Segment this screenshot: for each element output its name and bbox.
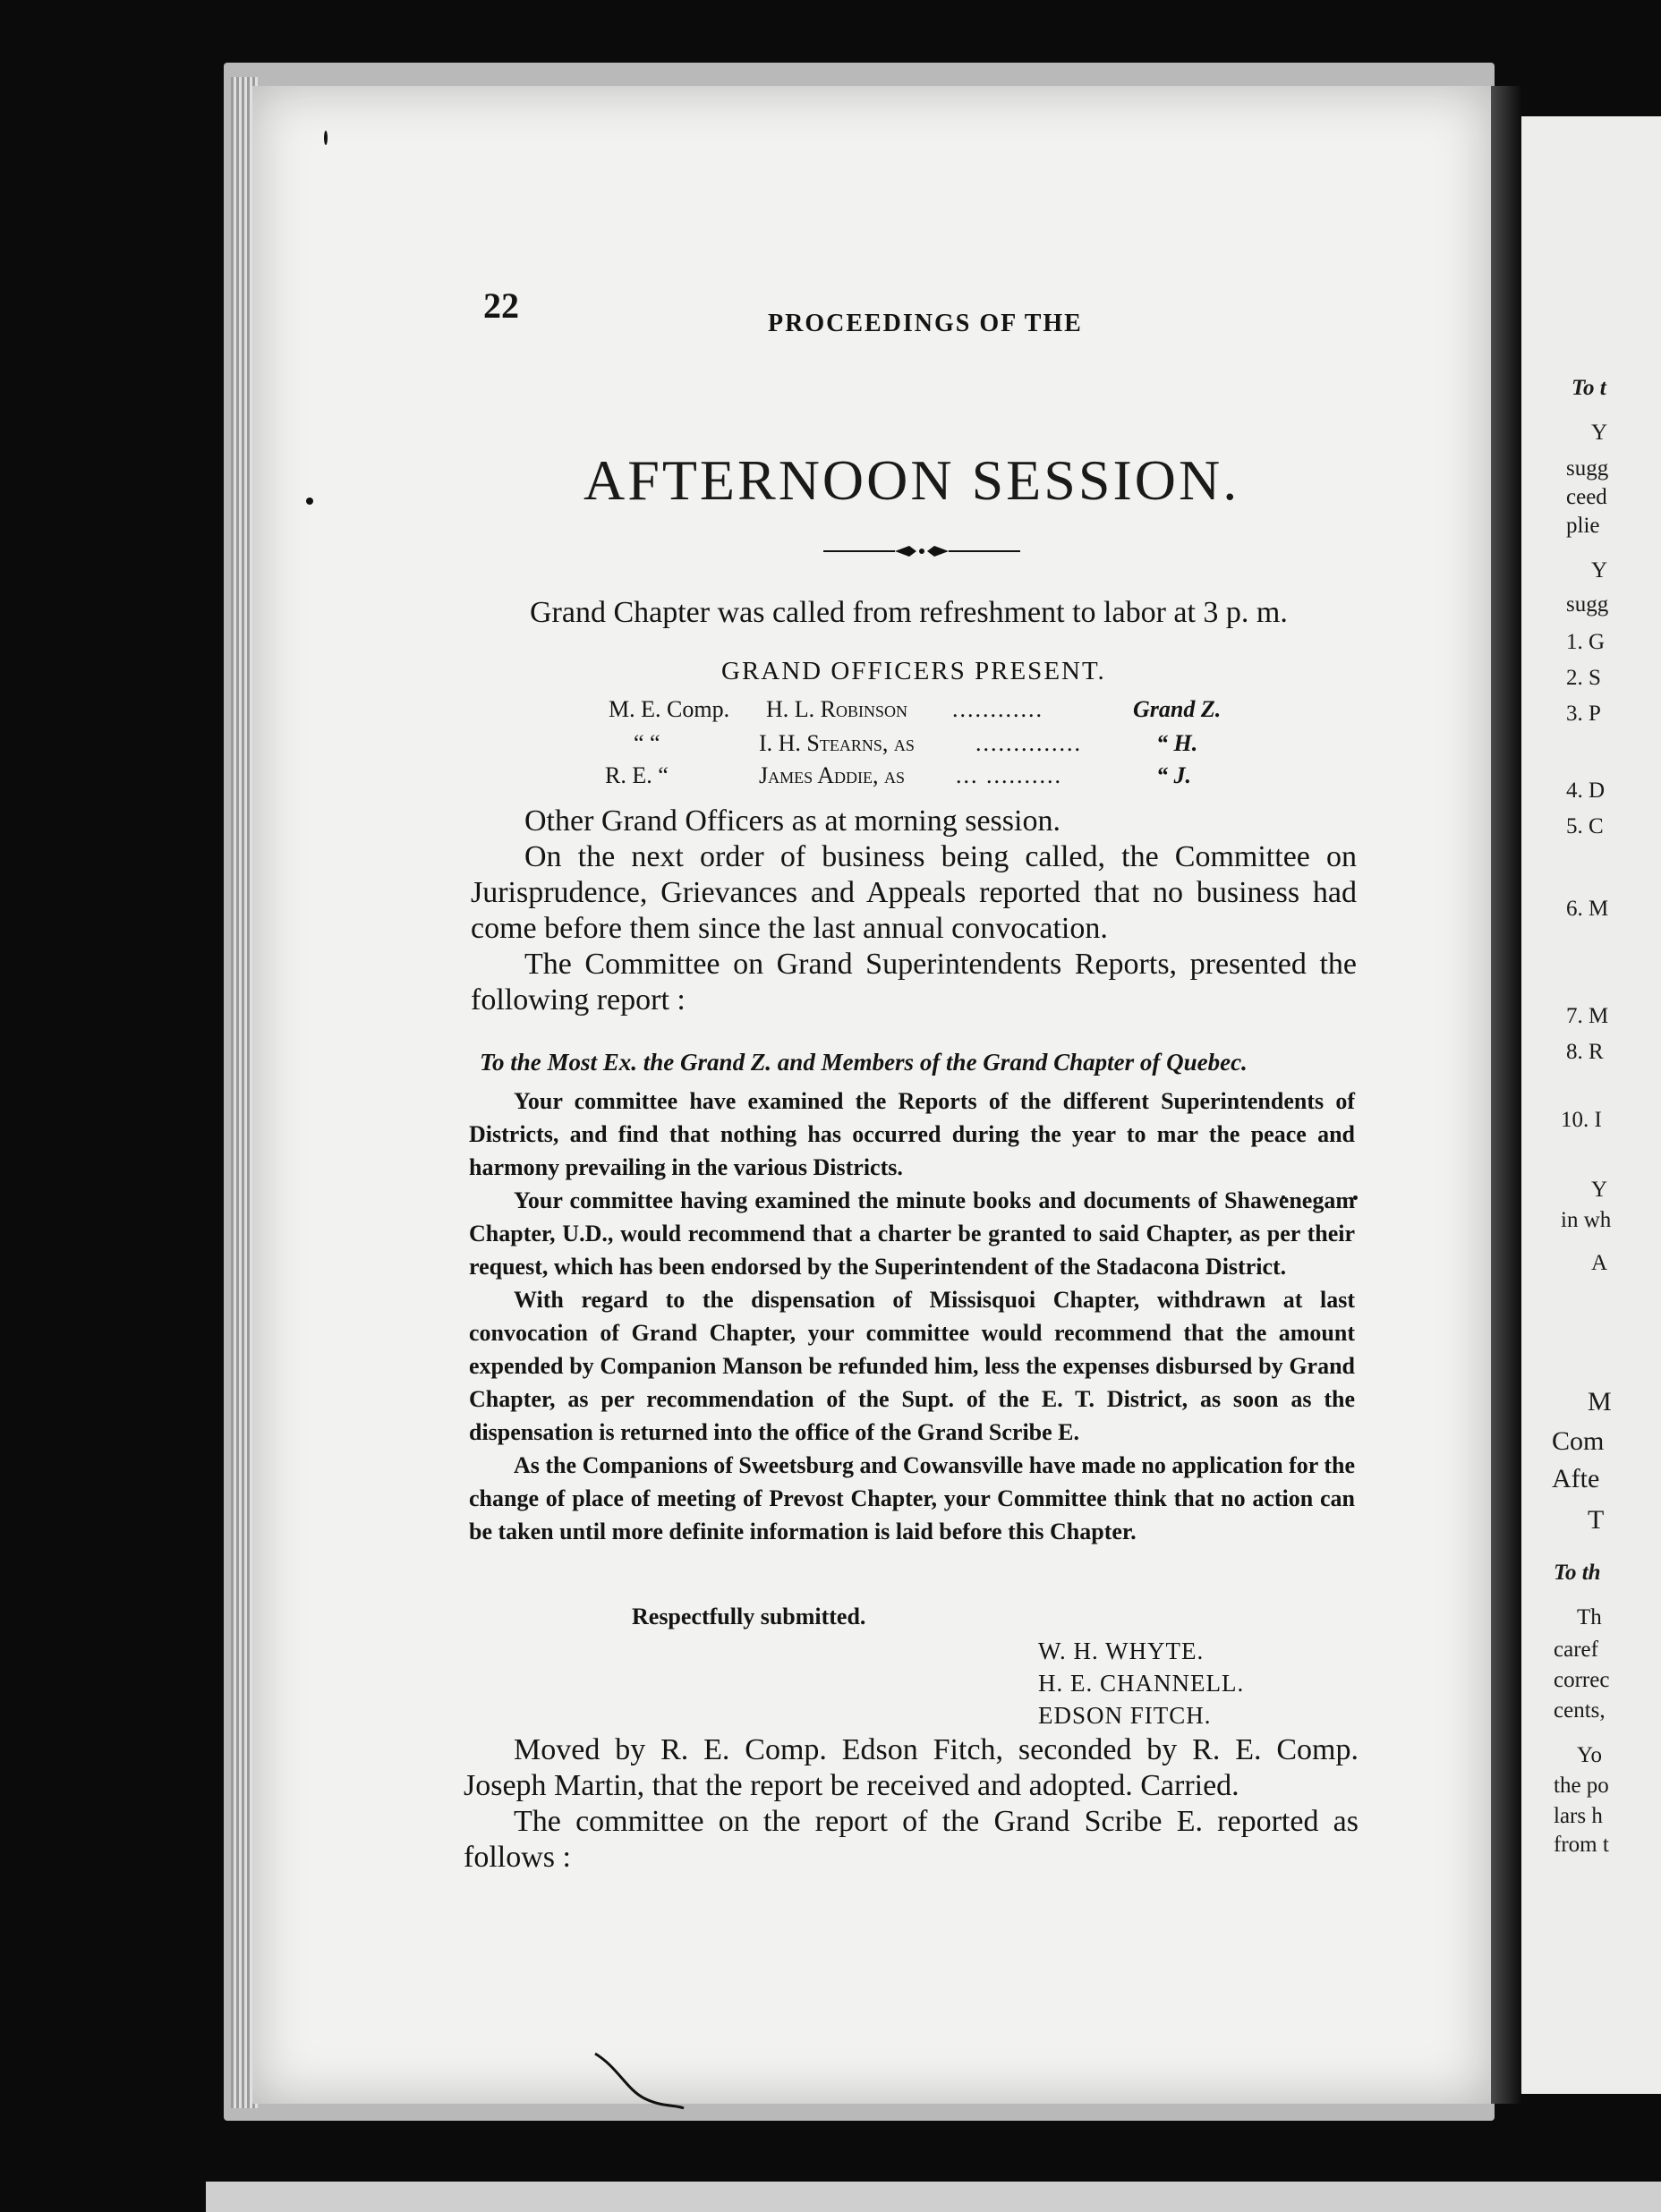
signature-line: H. E. CHANNELL. xyxy=(1038,1670,1245,1697)
report-paragraph: With regard to the dispensation of Missisquoi Chapter, withdrawn at last convocation of Grand Chapter, your committee would recommend that the amount expended by Companion Manson be refunded him, less the expenses disbursed by Grand Chapter, as per recommendation of the Supt. of the E. T. District, as soon as the dispensation is returned into the office of the Grand Scribe E. xyxy=(469,1287,1355,1445)
next-page-text: Y xyxy=(1591,421,1608,445)
next-page-text: from t xyxy=(1554,1833,1609,1857)
paragraph: The Committee on Grand Superintendents Reports, presented the following report : xyxy=(471,948,1357,1017)
next-page-text: T xyxy=(1588,1505,1605,1535)
next-page-text: 8. R xyxy=(1566,1040,1604,1064)
paragraph: The committee on the report of the Grand Scribe E. reported as follows : xyxy=(464,1805,1359,1874)
officer-rank: “ “ xyxy=(634,730,660,756)
officer-title: “ J. xyxy=(1156,762,1191,788)
next-page-text: Afte xyxy=(1552,1464,1600,1493)
officer-rank: M. E. Comp. xyxy=(609,696,730,722)
next-page-text: 10. I xyxy=(1561,1108,1602,1132)
session-paragraphs xyxy=(471,804,1357,1018)
signature-line: EDSON FITCH. xyxy=(1038,1702,1212,1729)
respectfully-submitted: Respectfully submitted. xyxy=(632,1604,866,1629)
intro-line: Grand Chapter was called from refreshment to labor at 3 p. m. xyxy=(530,596,1288,629)
officer-leader-dots: ............ xyxy=(952,696,1043,722)
officer-name: I. H. Stearns, as xyxy=(759,730,915,756)
next-page-text: cents, xyxy=(1554,1698,1606,1723)
next-page-text: 2. S xyxy=(1566,666,1601,690)
paragraph: On the next order of business being called, the Committee on Jurisprudence, Grievances and Appeals reported that no business had come before them since the last annual convocation. xyxy=(471,840,1357,945)
next-page-text: in wh xyxy=(1561,1208,1612,1232)
report-paragraph: As the Companions of Sweetsburg and Cowansville have made no application for the change of place of meeting of Prevost Chapter, your Committee think that no action can be taken until more definite information is laid before this Chapter. xyxy=(469,1452,1355,1544)
next-page-text: 7. M xyxy=(1566,1004,1609,1028)
officer-title: “ H. xyxy=(1156,730,1198,756)
officer-name: H. L. Robinson xyxy=(766,696,908,722)
next-page-text: Yo xyxy=(1577,1743,1603,1767)
paragraph: Moved by R. E. Comp. Edson Fitch, seconded by R. E. Comp. Joseph Martin, that the report be received and adopted. Carried. xyxy=(464,1733,1359,1802)
book-gutter xyxy=(1491,86,1521,2104)
next-page-text: 4. D xyxy=(1566,778,1606,803)
officer-rank: R. E. “ xyxy=(605,762,669,788)
officers-heading: GRAND OFFICERS PRESENT. xyxy=(721,657,1106,685)
next-page-text: M xyxy=(1588,1387,1612,1417)
officer-leader-dots: .............. xyxy=(975,730,1082,756)
ornament-rule-icon xyxy=(823,540,1020,562)
report-paragraph: Your committee have examined the Reports of the different Superintendents of Districts, and find that nothing has occurred during the year to mar the peace and harmony prevailing in the various Districts. xyxy=(469,1088,1355,1180)
scan-speck xyxy=(306,498,313,505)
officer-title: Grand Z. xyxy=(1133,696,1222,722)
next-page-text: To th xyxy=(1554,1561,1601,1585)
next-page-text: 5. C xyxy=(1566,814,1604,838)
motion-paragraphs xyxy=(464,1732,1359,1876)
next-page-text: 3. P xyxy=(1566,702,1601,726)
officer-leader-dots: ... .......... xyxy=(956,762,1062,788)
report-address: To the Most Ex. the Grand Z. and Members of the Grand Chapter of Quebec. xyxy=(480,1049,1248,1076)
next-page-text: correc xyxy=(1554,1668,1610,1692)
next-page-text: 6. M xyxy=(1566,897,1609,921)
signature-line: W. H. WHYTE. xyxy=(1038,1638,1205,1664)
committee-report xyxy=(469,1085,1355,1548)
next-page-text: Com xyxy=(1552,1426,1605,1456)
ink-stroke-icon xyxy=(591,2049,689,2112)
right-page-fragment xyxy=(1521,116,1661,2094)
officer-name: James Addie, as xyxy=(759,762,905,788)
scan-speck xyxy=(324,131,328,145)
next-page-text: sugg xyxy=(1566,592,1609,617)
next-page-text: A xyxy=(1591,1251,1608,1275)
next-page-text: Y xyxy=(1591,1178,1608,1202)
next-page-text: the po xyxy=(1554,1774,1609,1798)
running-head: PROCEEDINGS OF THE xyxy=(768,310,1083,337)
next-page-text: 1. G xyxy=(1566,630,1606,654)
session-title: AFTERNOON SESSION. xyxy=(583,448,1240,512)
page-number: 22 xyxy=(483,285,519,326)
next-page-text: lars h xyxy=(1554,1804,1603,1828)
next-page-text: plie xyxy=(1566,514,1600,538)
report-paragraph: Your committee having examined the minute books and documents of Shawenegam Chapter, U.D., would recommend that a charter be granted to said Chapter, as per their request, which has been endorsed by the Superintendent of the Stadacona District. xyxy=(469,1187,1355,1280)
next-leaf-edge xyxy=(206,2182,1661,2212)
next-page-text: ceed xyxy=(1566,485,1607,509)
next-page-text: sugg xyxy=(1566,456,1609,481)
next-page-text: caref xyxy=(1554,1638,1598,1662)
next-page-text: Y xyxy=(1591,558,1608,583)
paragraph: Other Grand Officers as at morning session. xyxy=(524,804,1060,838)
next-page-text: Th xyxy=(1577,1605,1602,1629)
next-page-text: To t xyxy=(1572,376,1606,400)
